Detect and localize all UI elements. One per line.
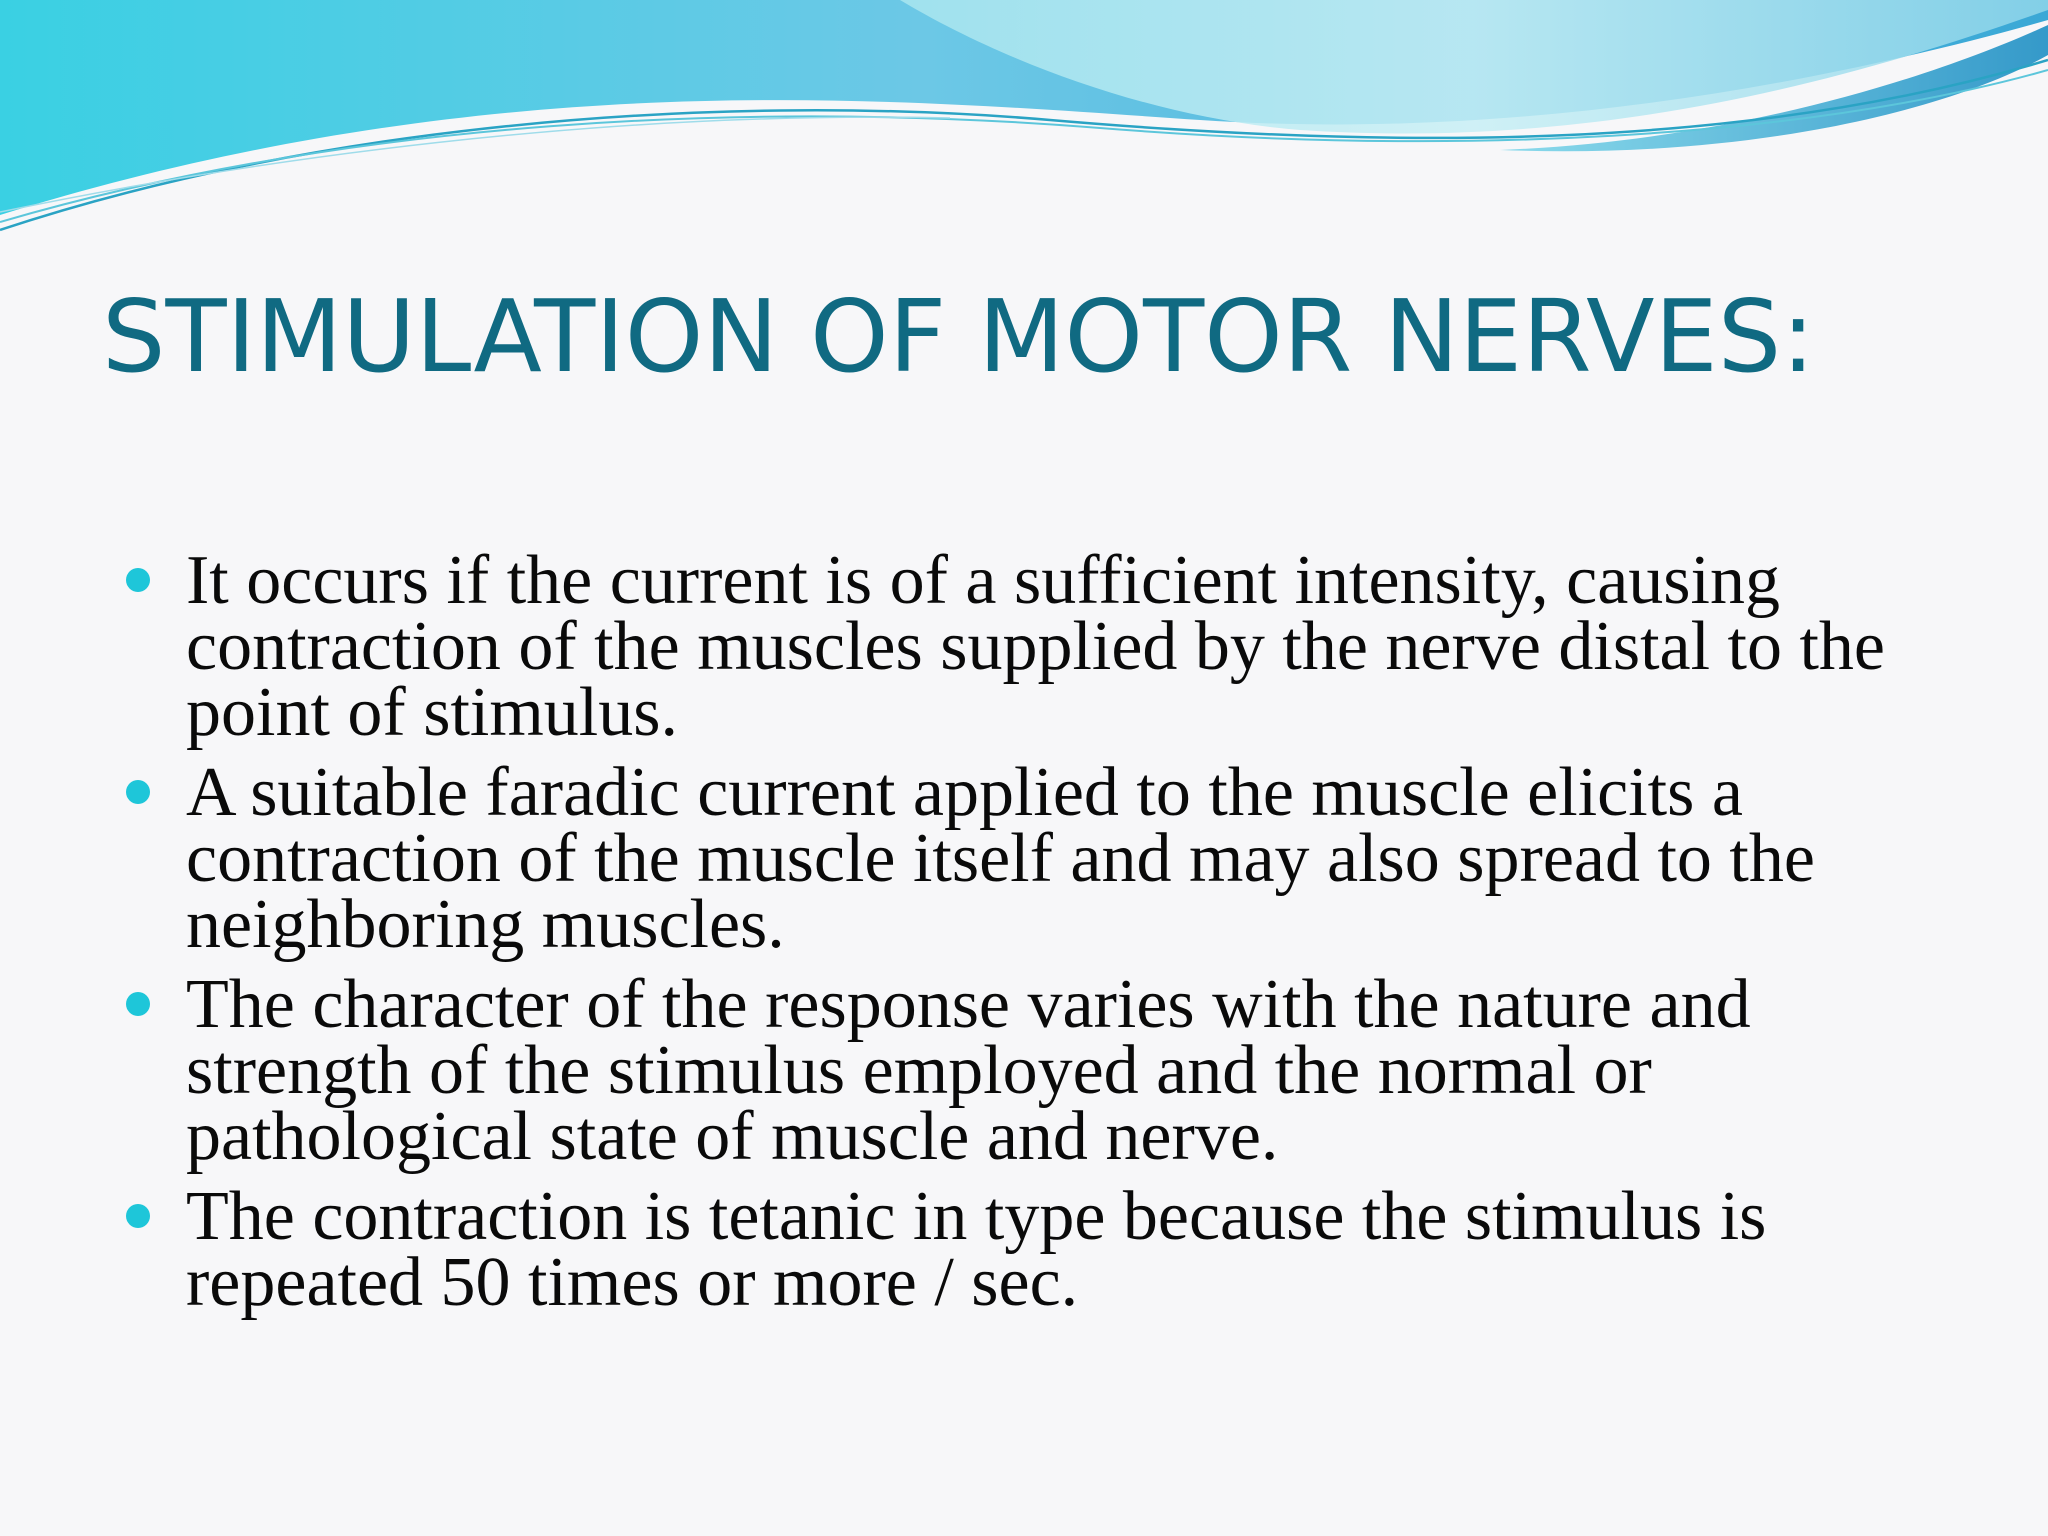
bullet-item xyxy=(126,966,1926,1175)
bullet-dot-icon xyxy=(126,992,150,1016)
slide-title: STIMULATION OF MOTOR NERVES: xyxy=(102,278,1815,395)
bullet-text: The character of the response varies with the nature and strength of the stimulus employed and the normal or pathological state of muscle and nerve. xyxy=(186,966,1751,1175)
bullet-item xyxy=(126,1178,1926,1321)
bullet-item xyxy=(126,754,1926,963)
bullet-list xyxy=(126,542,1926,1330)
bullet-text: The contraction is tetanic in type because the stimulus is repeated 50 times or more / sec. xyxy=(186,1178,1767,1321)
bullet-dot-icon xyxy=(126,780,150,804)
bullet-item xyxy=(126,542,1926,751)
bullet-dot-icon xyxy=(126,1204,150,1228)
bullet-dot-icon xyxy=(126,568,150,592)
bullet-text: A suitable faradic current applied to the muscle elicits a contraction of the muscle itself and may also spread to the neighboring muscles. xyxy=(186,754,1815,963)
bullet-text: It occurs if the current is of a sufficient intensity, causing contraction of the muscles supplied by the nerve distal to the point of stimulus. xyxy=(186,542,1886,751)
decorative-wave-header xyxy=(0,0,2048,240)
